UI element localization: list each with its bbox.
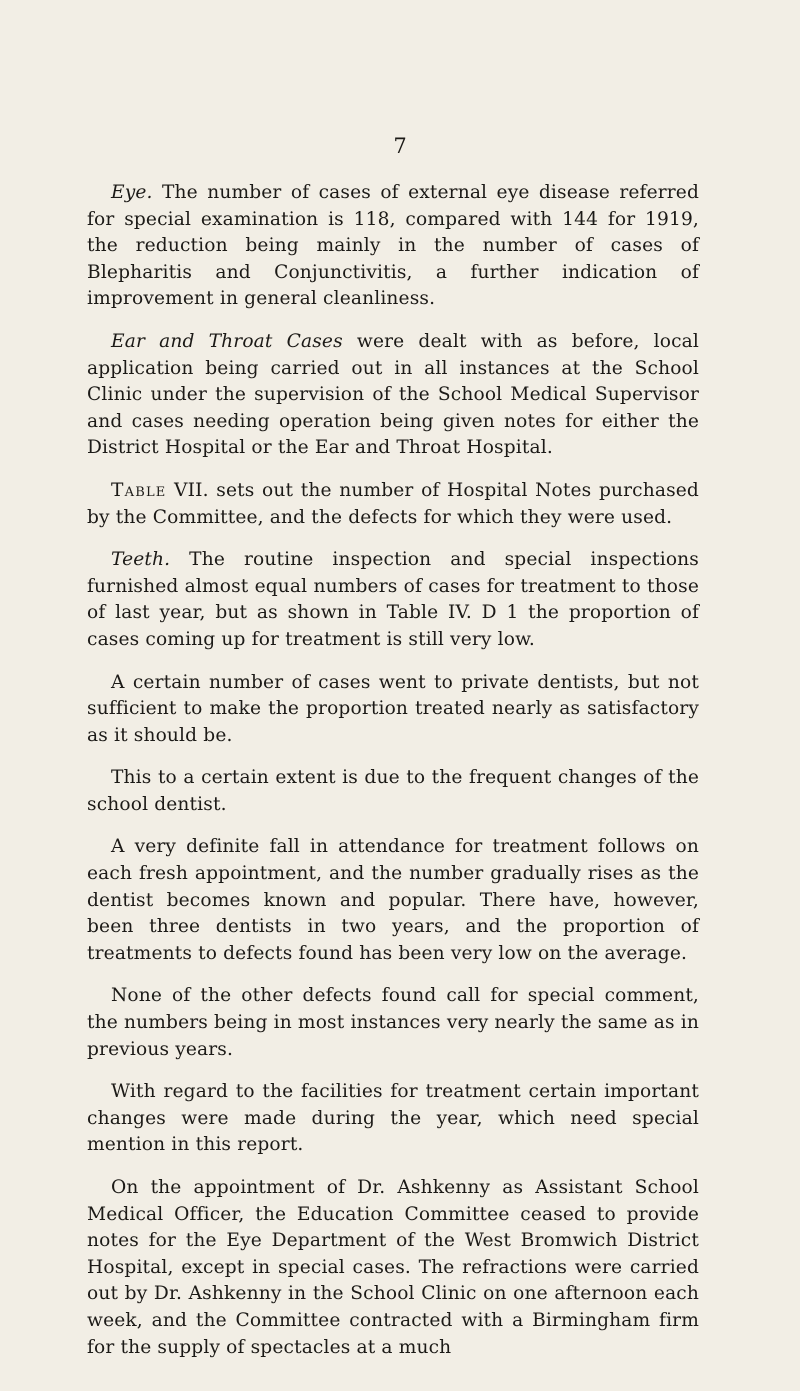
- paragraph-text: None of the other defects found call for special comment, the numbers being in most instances very nearly the same as in previous years.: [87, 985, 699, 1060]
- paragraph-ear-throat: [87, 329, 699, 462]
- paragraph-dentist-changes: [87, 765, 699, 818]
- paragraph-text: With regard to the facilities for treatment certain important changes were made during the year, which need special mention in this report.: [87, 1081, 699, 1156]
- paragraph-lead: Teeth.: [111, 549, 171, 571]
- body-text: [87, 180, 699, 1377]
- paragraph-attendance: [87, 834, 699, 967]
- paragraph-other-defects: [87, 983, 699, 1063]
- paragraph-text: The number of cases of external eye disease referred for special examination is 118, compared with 144 for 1919, the reduction being mainly in the number of cases of Blepharitis and Conjunctivitis, a further indication of improvement in general cleanliness.: [87, 182, 699, 310]
- paragraph-lead: Table: [111, 479, 167, 501]
- paragraph-appointment: [87, 1175, 699, 1361]
- paragraph-text: A certain number of cases went to private dentists, but not sufficient to make the proportion treated nearly as satisfactory as it should be.: [87, 671, 699, 746]
- paragraph-table-vii: [87, 478, 699, 531]
- paragraph-text: This to a certain extent is due to the frequent changes of the school dentist.: [87, 767, 699, 815]
- paragraph-facilities: [87, 1079, 699, 1159]
- paragraph-lead: Ear and Throat Cases: [111, 330, 343, 352]
- paragraph-text: The routine inspection and special inspections furnished almost equal numbers of cases for treatment to those of last year, but as shown in Table IV. D 1 the proportion of cases coming up for treatment is still very low.: [87, 549, 699, 650]
- paragraph-text: VII. sets out the number of Hospital Notes purchased by the Committee, and the defects for which they were used.: [87, 479, 699, 528]
- paragraph-text: On the appointment of Dr. Ashkenny as Assistant School Medical Officer, the Education Committee ceased to provide notes for the Eye Department of the West Bromwich District Hospital, except in special cases. The refractions were carried out by Dr. Ashkenny in the School Clinic on one afternoon each week, and the Committee contracted with a Birmingham firm for the supply of spectacles at a much: [87, 1177, 699, 1358]
- paragraph-text: A very definite fall in attendance for treatment follows on each fresh appointment, and the number gradually rises as the dentist becomes known and popular. There have, however, been three dentists in two years, and the proportion of treatments to defects found has been very low on the average.: [87, 836, 699, 964]
- paragraph-text: were dealt with as before, local application being carried out in all instances at the School Clinic under the supervision of the School Medical Supervisor and cases needing operation being given notes for either the District Hospital or the Ear and Throat Hospital.: [87, 330, 699, 459]
- paragraph-lead: Eye.: [111, 182, 153, 203]
- page-number: 7: [393, 134, 407, 158]
- paragraph-private-dentists: [87, 670, 699, 750]
- paragraph-eye: [87, 180, 699, 313]
- paragraph-teeth: [87, 547, 699, 653]
